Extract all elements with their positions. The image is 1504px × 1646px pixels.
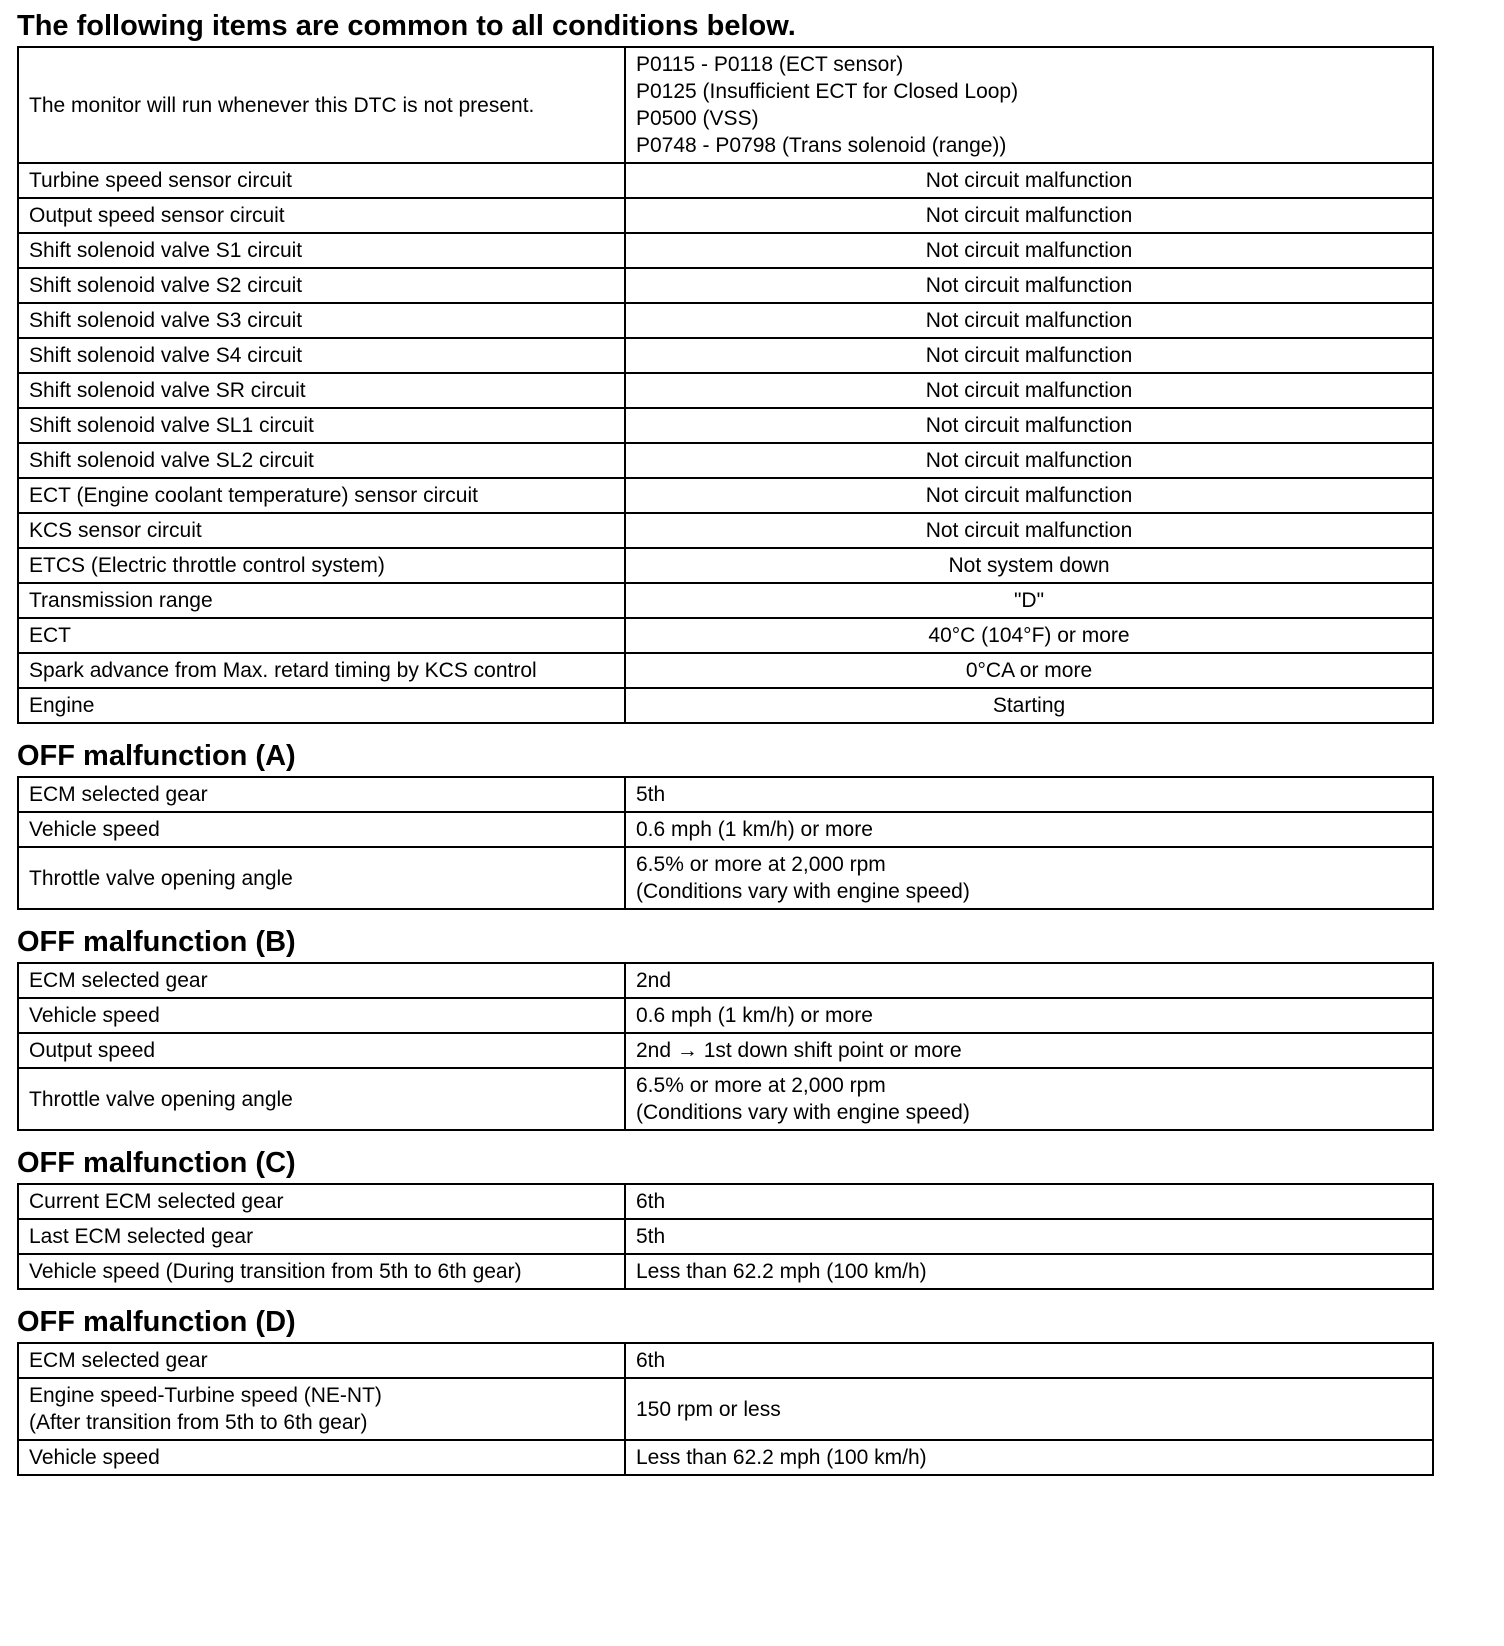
table-row (18, 47, 1433, 163)
table-row (18, 163, 1433, 198)
condition-value-text: 0°CA or more (965, 659, 1093, 682)
table-row (18, 233, 1433, 268)
condition-label-cell (18, 373, 625, 408)
condition-value-cell (625, 1343, 1433, 1378)
condition-value-text: 2nd → 1st down shift point or more (636, 1039, 962, 1062)
condition-value-cell (625, 998, 1433, 1033)
condition-label-text: ECT (29, 624, 71, 647)
condition-label-cell (18, 1068, 625, 1130)
table-row (18, 303, 1433, 338)
common-conditions-title: The following items are common to all conditions below. (17, 10, 796, 42)
condition-value-text: Not circuit malfunction (925, 414, 1133, 437)
condition-value-cell (625, 777, 1433, 812)
condition-value-text: P0115 - P0118 (ECT sensor) (636, 53, 904, 76)
condition-label-cell (18, 198, 625, 233)
condition-label-text: Output speed (29, 1039, 156, 1062)
condition-value-cell (625, 478, 1433, 513)
condition-label-text: Throttle valve opening angle (29, 866, 293, 890)
condition-label-cell (18, 963, 625, 998)
condition-value-cell (625, 583, 1433, 618)
condition-label-cell (18, 1440, 625, 1475)
condition-label-text: Shift solenoid valve SL1 circuit (29, 414, 314, 437)
condition-label-text: ETCS (Electric throttle control system) (29, 554, 385, 577)
condition-label-text: KCS sensor circuit (29, 519, 202, 542)
condition-label-cell (18, 548, 625, 583)
table-row (18, 373, 1433, 408)
table-row (18, 1033, 1433, 1068)
condition-label-cell (18, 233, 625, 268)
condition-value-cell (625, 233, 1433, 268)
condition-label-text: Current ECM selected gear (29, 1190, 284, 1213)
table-row (18, 338, 1433, 373)
condition-value-cell (625, 163, 1433, 198)
condition-label-text: ECM selected gear (29, 969, 208, 992)
condition-value-text: 0.6 mph (1 km/h) or more (636, 818, 873, 841)
condition-label-cell (18, 408, 625, 443)
condition-value-text: Less than 62.2 mph (100 km/h) (636, 1260, 927, 1283)
table-row (18, 1440, 1433, 1475)
condition-value-text: P0748 - P0798 (Trans solenoid (range)) (636, 134, 1007, 157)
table-row (18, 408, 1433, 443)
condition-label-text: Shift solenoid valve S2 circuit (29, 274, 303, 297)
table-row (18, 847, 1433, 909)
condition-label-text: Last ECM selected gear (29, 1225, 254, 1248)
condition-label-text: Vehicle speed (29, 1004, 160, 1027)
table-row (18, 513, 1433, 548)
table-row (18, 688, 1433, 723)
condition-label-text: Shift solenoid valve S3 circuit (29, 309, 303, 332)
section-title: OFF malfunction (D) (17, 1306, 296, 1338)
condition-label-cell (18, 303, 625, 338)
condition-value-text: Not system down (948, 554, 1110, 577)
table-row (18, 478, 1433, 513)
condition-label-text: ECM selected gear (29, 1349, 208, 1372)
condition-value-cell (625, 198, 1433, 233)
condition-label-text: Shift solenoid valve SL2 circuit (29, 449, 314, 472)
condition-value-text: 2nd (636, 969, 672, 992)
condition-value-cell (625, 338, 1433, 373)
condition-label-text: Output speed sensor circuit (29, 204, 285, 227)
table-row (18, 198, 1433, 233)
condition-value-cell (625, 443, 1433, 478)
condition-label-cell (18, 618, 625, 653)
condition-value-text: Not circuit malfunction (925, 519, 1133, 542)
condition-label-text: Shift solenoid valve S4 circuit (29, 344, 303, 367)
section-title: OFF malfunction (A) (17, 740, 296, 772)
malfunction-conditions-table (17, 1342, 1434, 1476)
condition-label-cell (18, 163, 625, 198)
condition-label-cell (18, 812, 625, 847)
common-conditions-table (17, 46, 1434, 724)
condition-label-cell (18, 513, 625, 548)
condition-value-cell (625, 963, 1433, 998)
condition-label-cell (18, 1343, 625, 1378)
condition-label-text: ECT (Engine coolant temperature) sensor circuit (29, 484, 478, 507)
table-row (18, 443, 1433, 478)
condition-label-cell (18, 1033, 625, 1068)
condition-value-text: Not circuit malfunction (925, 309, 1133, 332)
table-row (18, 777, 1433, 812)
table-row (18, 268, 1433, 303)
condition-value-text: 5th (636, 1225, 666, 1248)
table-row (18, 812, 1433, 847)
condition-label-cell (18, 47, 625, 163)
condition-label-text: Shift solenoid valve S1 circuit (29, 239, 303, 262)
table-row (18, 1219, 1433, 1254)
condition-value-text: Not circuit malfunction (925, 204, 1133, 227)
condition-label-cell (18, 1184, 625, 1219)
condition-label-cell (18, 777, 625, 812)
condition-value-cell (625, 548, 1433, 583)
condition-value-text: 6th (636, 1190, 666, 1213)
condition-label-text: Shift solenoid valve SR circuit (29, 379, 306, 402)
condition-value-text: 150 rpm or less (636, 1397, 781, 1421)
condition-value-cell (625, 1254, 1433, 1289)
condition-label-cell (18, 1254, 625, 1289)
table-row (18, 1343, 1433, 1378)
condition-label-cell (18, 1378, 625, 1440)
table-row (18, 1254, 1433, 1289)
condition-value-text: Not circuit malfunction (925, 274, 1133, 297)
condition-label-cell (18, 268, 625, 303)
condition-value-text: (Conditions vary with engine speed) (636, 1101, 970, 1124)
condition-label-cell (18, 583, 625, 618)
condition-label-cell (18, 998, 625, 1033)
condition-value-text: (Conditions vary with engine speed) (636, 880, 970, 903)
condition-value-text: "D" (1013, 589, 1045, 612)
condition-value-cell (625, 47, 1433, 163)
condition-value-text: Less than 62.2 mph (100 km/h) (636, 1446, 927, 1469)
condition-label-text: The monitor will run whenever this DTC is not present. (29, 93, 535, 117)
condition-value-text: Not circuit malfunction (925, 449, 1133, 472)
table-row (18, 963, 1433, 998)
section-title: OFF malfunction (C) (17, 1147, 296, 1179)
table-row (18, 998, 1433, 1033)
condition-value-cell (625, 268, 1433, 303)
table-row (18, 1378, 1433, 1440)
condition-value-text: Not circuit malfunction (925, 169, 1133, 192)
table-row (18, 618, 1433, 653)
condition-value-cell (625, 1378, 1433, 1440)
condition-label-text: Transmission range (29, 589, 213, 612)
condition-label-cell (18, 653, 625, 688)
condition-value-cell (625, 1440, 1433, 1475)
condition-value-cell (625, 373, 1433, 408)
condition-label-text: Engine speed-Turbine speed (NE-NT) (29, 1384, 382, 1407)
table-row (18, 583, 1433, 618)
condition-label-text: Vehicle speed (29, 1446, 160, 1469)
condition-value-text: 5th (636, 783, 666, 806)
condition-label-text: Spark advance from Max. retard timing by KCS control (29, 659, 537, 682)
condition-value-cell (625, 408, 1433, 443)
document-page (17, 8, 1432, 1476)
condition-label-cell (18, 338, 625, 373)
condition-label-text: Vehicle speed (29, 818, 160, 841)
condition-value-cell (625, 847, 1433, 909)
condition-value-text: 6.5% or more at 2,000 rpm (636, 853, 886, 876)
malfunction-conditions-table (17, 962, 1434, 1131)
condition-label-cell (18, 688, 625, 723)
condition-value-text: 6th (636, 1349, 666, 1372)
malfunction-conditions-table (17, 776, 1434, 910)
condition-value-text: 6.5% or more at 2,000 rpm (636, 1074, 886, 1097)
condition-value-text: Starting (992, 694, 1066, 717)
condition-value-cell (625, 688, 1433, 723)
condition-value-cell (625, 1219, 1433, 1254)
condition-value-text: 0.6 mph (1 km/h) or more (636, 1004, 873, 1027)
condition-value-text: 40°C (104°F) or more (928, 624, 1130, 647)
condition-value-text: Not circuit malfunction (925, 344, 1133, 367)
condition-label-text: (After transition from 5th to 6th gear) (29, 1411, 368, 1434)
condition-label-text: ECM selected gear (29, 783, 208, 806)
condition-label-cell (18, 1219, 625, 1254)
table-row (18, 1068, 1433, 1130)
condition-value-cell (625, 1068, 1433, 1130)
table-row (18, 548, 1433, 583)
condition-value-cell (625, 303, 1433, 338)
condition-value-cell (625, 513, 1433, 548)
table-row (18, 653, 1433, 688)
condition-value-text: Not circuit malfunction (925, 239, 1133, 262)
condition-label-text: Engine (29, 694, 95, 717)
condition-value-cell (625, 618, 1433, 653)
condition-value-cell (625, 1184, 1433, 1219)
condition-value-text: Not circuit malfunction (925, 379, 1133, 402)
table-row (18, 1184, 1433, 1219)
condition-label-cell (18, 847, 625, 909)
condition-label-cell (18, 443, 625, 478)
condition-value-cell (625, 812, 1433, 847)
condition-label-text: Turbine speed sensor circuit (29, 169, 293, 192)
condition-value-text: P0125 (Insufficient ECT for Closed Loop) (636, 80, 1019, 103)
condition-value-cell (625, 1033, 1433, 1068)
condition-label-text: Vehicle speed (During transition from 5th to 6th gear) (29, 1260, 522, 1283)
section-title: OFF malfunction (B) (17, 926, 296, 958)
condition-value-text: Not circuit malfunction (925, 484, 1133, 507)
condition-value-text: P0500 (VSS) (636, 107, 759, 130)
condition-label-text: Throttle valve opening angle (29, 1087, 293, 1111)
malfunction-conditions-table (17, 1183, 1434, 1290)
condition-value-cell (625, 653, 1433, 688)
condition-label-cell (18, 478, 625, 513)
